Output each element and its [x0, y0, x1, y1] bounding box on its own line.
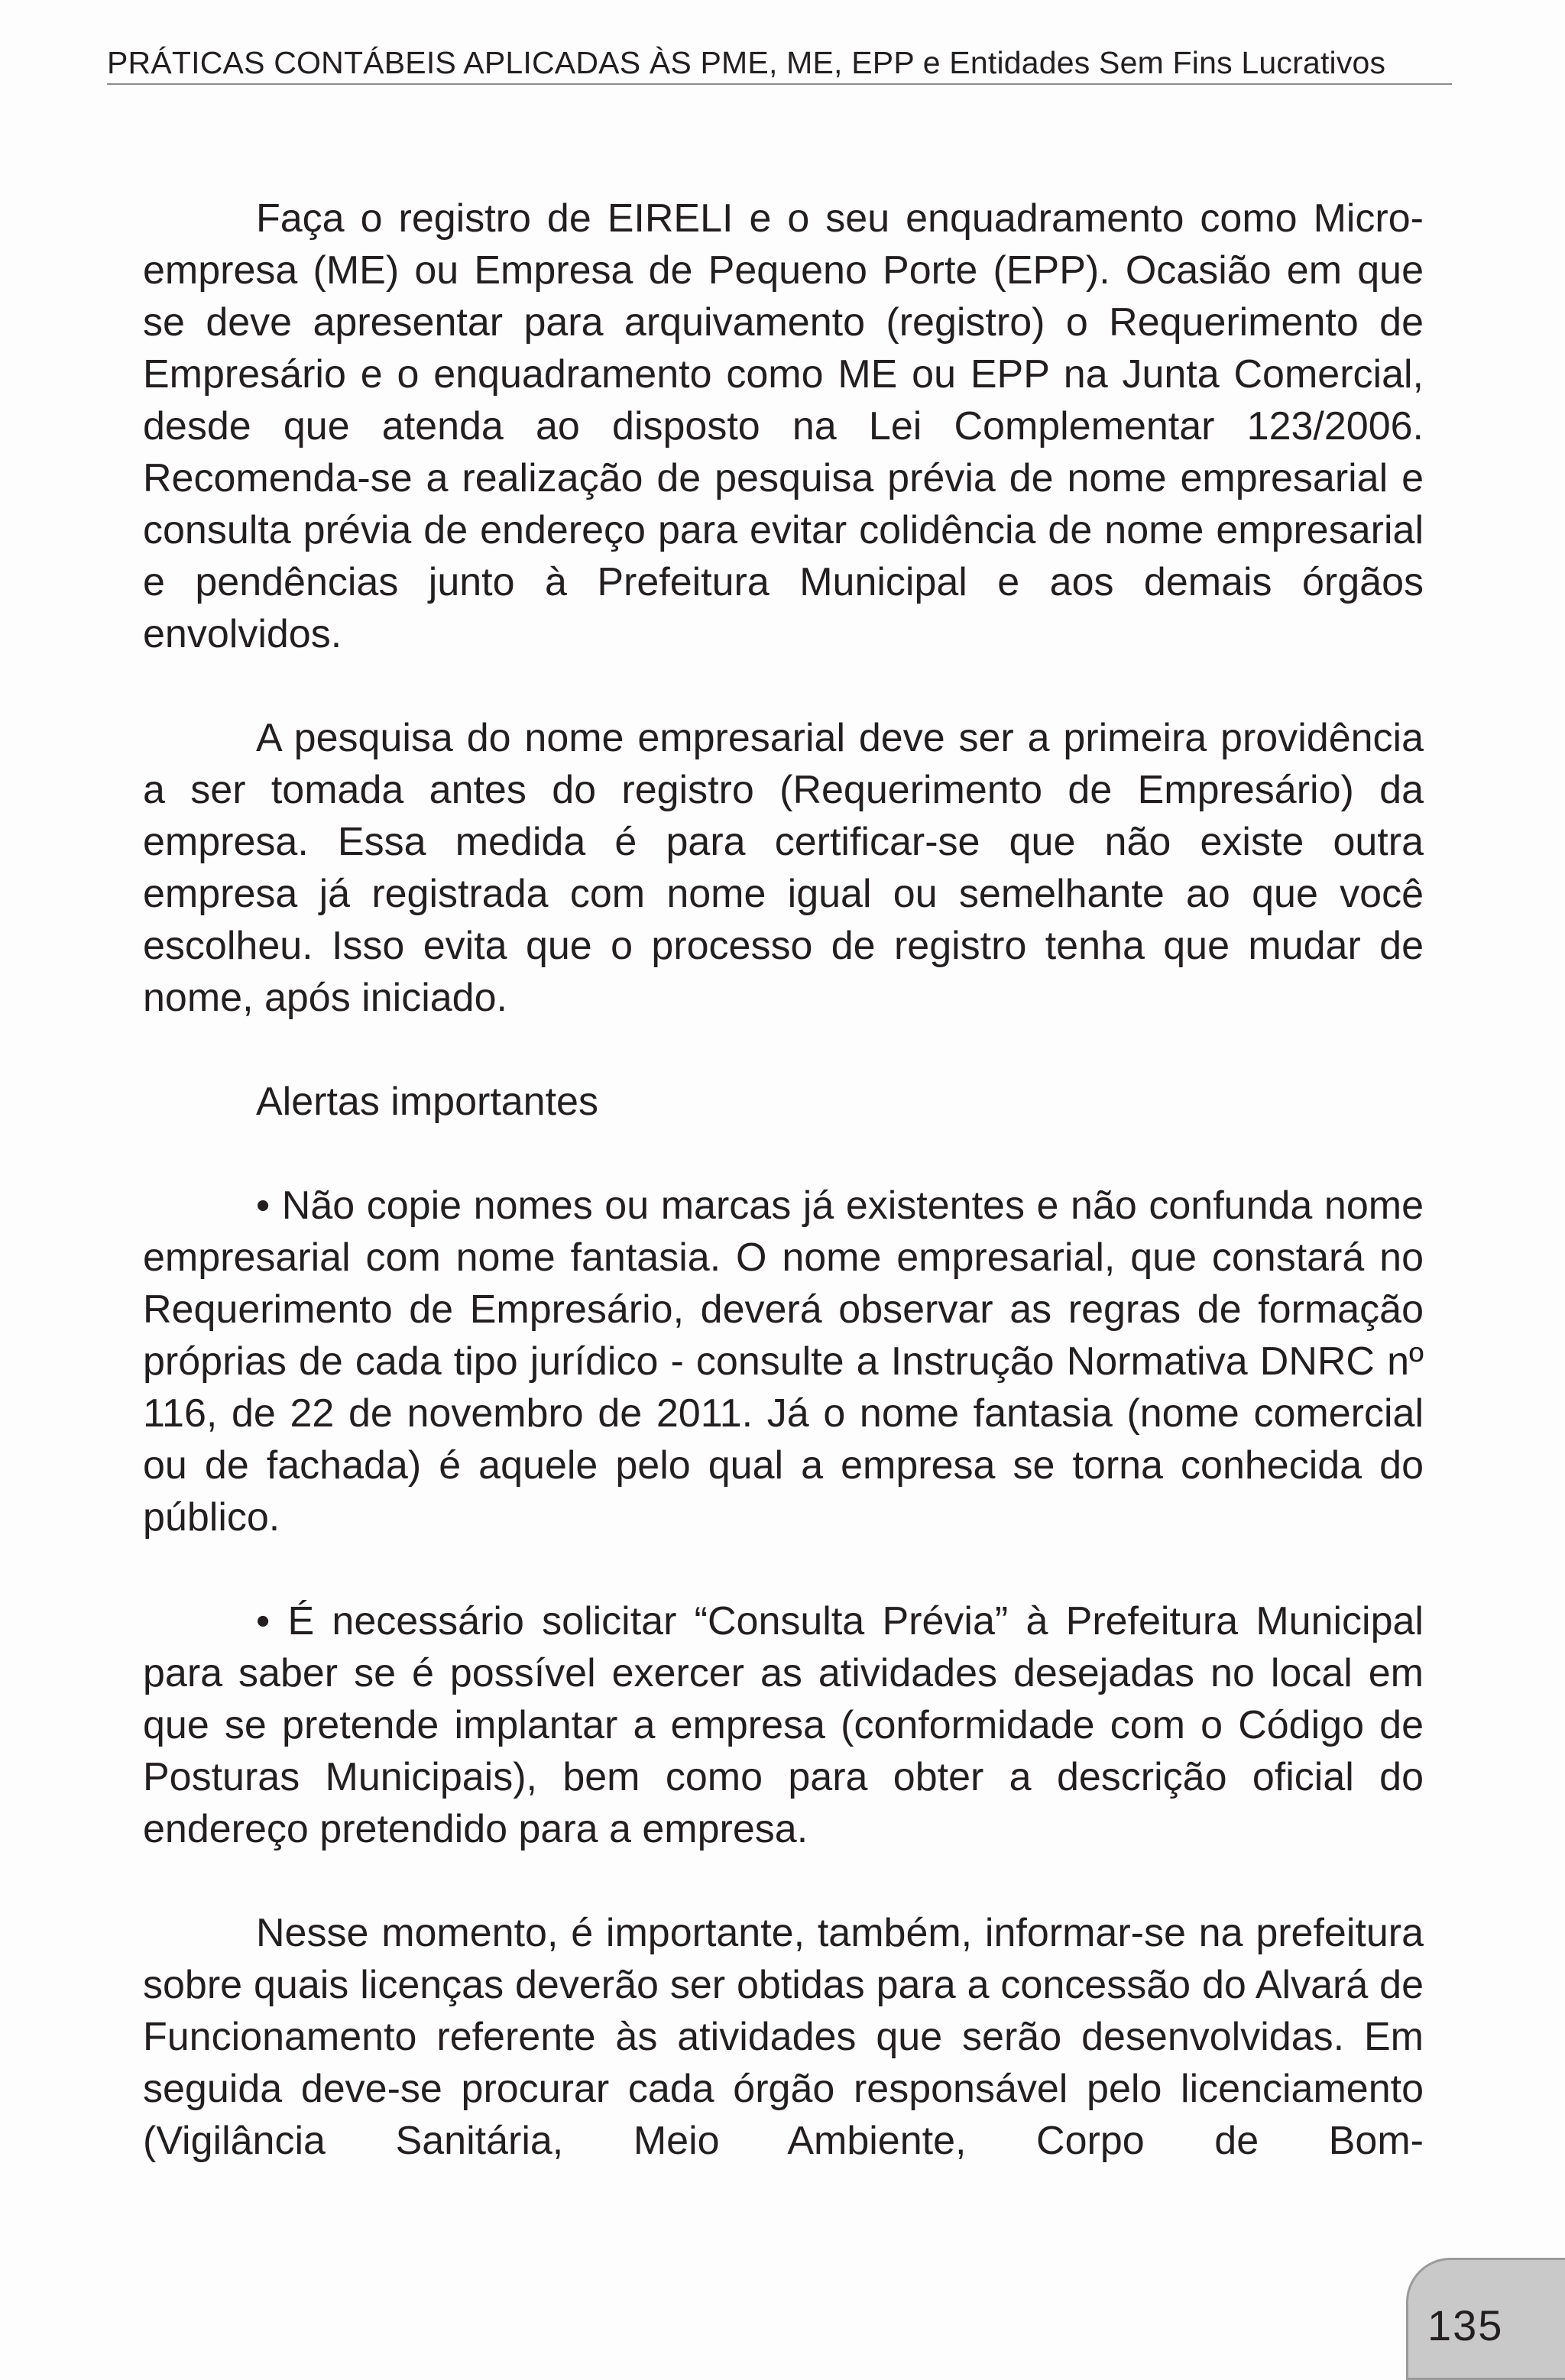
bullet-item-prior-consultation: • É necessário solicitar “Consulta Prévia” à Prefeitura Municipal para saber se é possível exercer as atividades desejadas no local em que se pretende implantar a empresa (conformidade com o Código de Posturas Municipais), bem como para obter a descrição oficial do endereço pretendido para a empresa.: [143, 1599, 1424, 1851]
paragraph-eireli-registration: Faça o registro de EIRELI e o seu enquadramento como Microempresa (ME) ou Empresa de Pequeno Porte (EPP). Ocasião em que se deve apresentar para arquivamento (registro) o Requerimento de Empresário e o enquadramento como ME ou EPP na Junta Comercial, desde que atenda ao disposto na Lei Complementar 123/2006. Recomenda-se a realização de pesquisa prévia de nome empresarial e consulta prévia de endereço para evitar colidência de nome empresarial e pendências junto à Prefeitura Municipal e aos demais órgãos envolvidos.: [143, 196, 1424, 656]
section-heading-alerts: Alertas importantes: [256, 1080, 598, 1124]
page-number: 135: [1427, 2301, 1504, 2349]
running-header: PRÁTICAS CONTÁBEIS APLICADAS ÀS PME, ME, EPP e Entidades Sem Fins Lucrativos: [107, 45, 1386, 80]
header-divider: [107, 83, 1452, 85]
paragraph-licenses: Nesse momento, é importante, também, informar-se na prefeitura sobre quais licenças deverão ser obtidas para a concessão do Alvará de Funcionamento referente às atividades que serão desenvolvidas. Em seguida deve-se procurar cada órgão responsável pelo licenciamento (Vigilância Sanitária, Meio Ambiente, Corpo de Bom-: [143, 1911, 1424, 2163]
bullet-item-business-name: • Não copie nomes ou marcas já existentes e não confunda nome empresarial com nome fantasia. O nome empresarial, que constará no Requerimento de Empresário, deverá observar as regras de formação próprias de cada tipo jurídico - consulte a Instrução Normativa DNRC nº 116, de 22 de novembro de 2011. Já o nome fantasia (nome comercial ou de fachada) é aquele pelo qual a empresa se torna conhecida do público.: [143, 1184, 1424, 1540]
paragraph-name-search: A pesquisa do nome empresarial deve ser a primeira providência a ser tomada antes do registro (Requerimento de Empresário) da empresa. Essa medida é para certificar-se que não existe outra empresa já registrada com nome igual ou semelhante ao que você escolheu. Isso evita que o processo de registro tenha que mudar de nome, após iniciado.: [143, 716, 1424, 1020]
page-body: [143, 193, 1424, 2167]
